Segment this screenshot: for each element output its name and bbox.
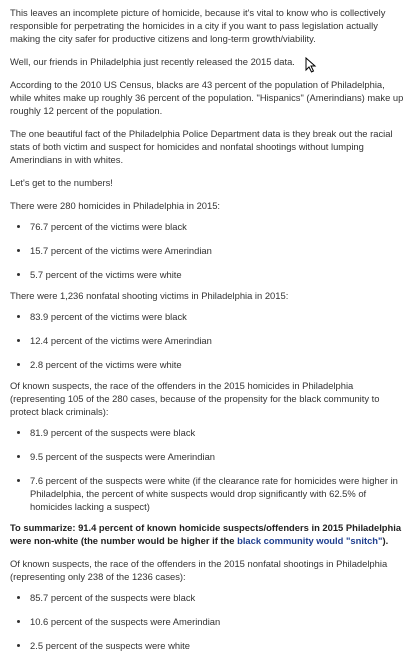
shooting-victims-list: [10, 310, 407, 371]
data-release-paragraph: Well, our friends in Philadelphia just recently released the 2015 data.: [10, 56, 295, 67]
summary-paragraph: [10, 521, 407, 547]
list-item: • 9.5 percent of the suspects were Amerindian: [30, 450, 407, 463]
police-data-paragraph: The one beautiful fact of the Philadelphia Police Department data is they break out the racial stats of both victim and suspect for homicides and nonfatal shootings without lumping Amerindians in with whites.: [10, 128, 393, 165]
homicide-suspects-list: [10, 426, 407, 513]
list-item: • 15.7 percent of the victims were Amerindian: [30, 244, 407, 257]
list-item: • 12.4 percent of the victims were Amerindian: [30, 334, 407, 347]
list-item: • 7.6 percent of the suspects were white (if the clearance rate for homicides were higher in Philadelphia, the percent of white suspects would drop significantly with 62.5% of homicides lacking a suspect): [30, 474, 407, 513]
list-item: • 85.7 percent of the suspects were black: [30, 591, 407, 604]
list-item: • 2.5 percent of the suspects were white: [30, 639, 407, 652]
list-item: • 10.6 percent of the suspects were Amerindian: [30, 615, 407, 628]
list-item: • 2.8 percent of the victims were white: [30, 358, 407, 371]
list-item: • 81.9 percent of the suspects were black: [30, 426, 407, 439]
shooting-suspects-list: [10, 591, 407, 652]
intro-paragraph: This leaves an incomplete picture of homicide, because it's vital to know who is collectively responsible for perpetrating the homicides in a city if you want to pass legislation actually making the city safer for productive citizens and long-term growth/viability.: [10, 7, 386, 44]
census-paragraph: According to the 2010 US Census, blacks are 43 percent of the population of Philadelphia, while whites make up roughly 36 percent of the population. "Hispanics" (Amerindians) make up roughly 12 percent of the population.: [10, 79, 404, 116]
snitch-link[interactable]: black community would "snitch": [237, 535, 383, 546]
numbers-paragraph: Let's get to the numbers!: [10, 177, 113, 188]
shooting-suspects-intro: Of known suspects, the race of the offenders in the 2015 nonfatal shootings in Philadelphia (representing only 238 of the 1236 cases):: [10, 558, 388, 582]
mouse-pointer-icon: [305, 57, 317, 73]
list-item: • 5.7 percent of the victims were white: [30, 268, 407, 281]
homicide-victims-list: [10, 220, 407, 281]
homicide-suspects-intro: Of known suspects, the race of the offenders in the 2015 homicides in Philadelphia (representing 105 of the 280 cases, because of the propensity for the black community to protect black criminals):: [10, 380, 380, 417]
shootings-intro: There were 1,236 nonfatal shooting victims in Philadelphia in 2015:: [10, 290, 289, 301]
summary-text: To summarize: 91.4 percent of known homicide suspects/offenders in 2015 Philadelphia were non-white (the number would be higher if the: [10, 522, 402, 546]
homicides-intro: There were 280 homicides in Philadelphia in 2015:: [10, 200, 221, 211]
list-item: • 83.9 percent of the victims were black: [30, 310, 407, 323]
summary-end: ).: [382, 535, 389, 546]
list-item: • 76.7 percent of the victims were black: [30, 220, 407, 233]
